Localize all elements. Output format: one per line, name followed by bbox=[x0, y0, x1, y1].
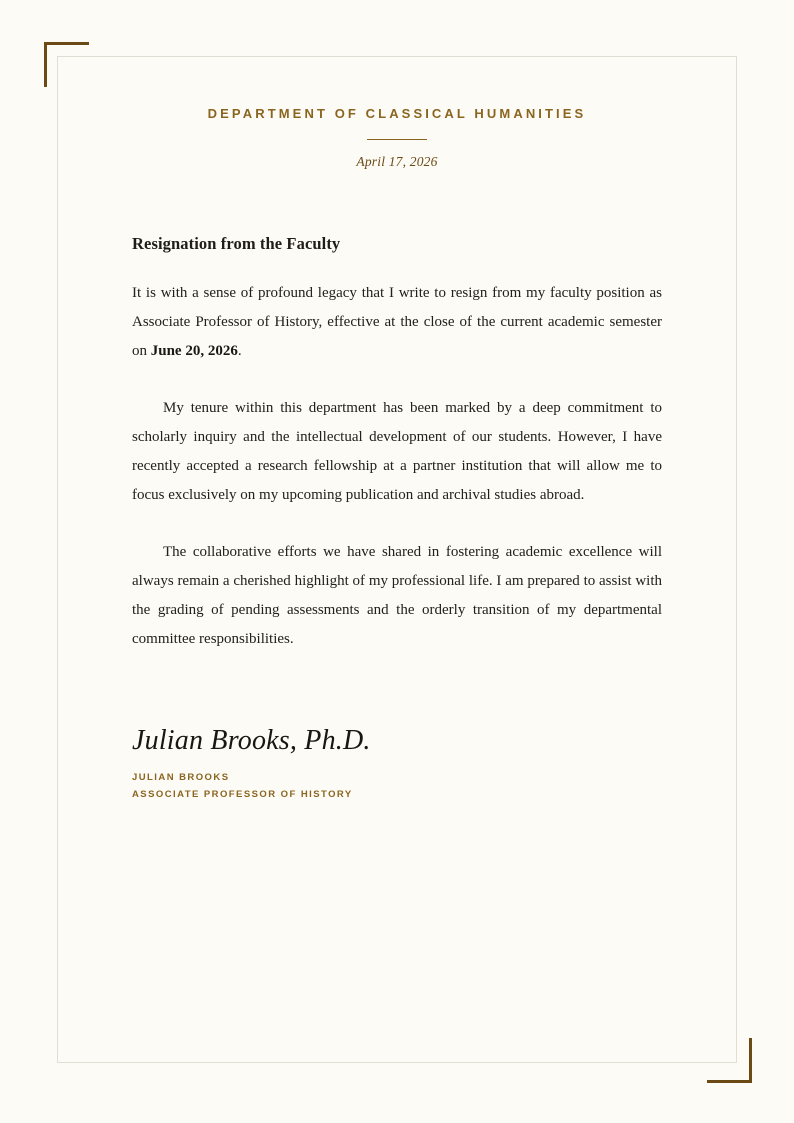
paragraph-first bbox=[132, 254, 662, 366]
signatory-title: ASSOCIATE PROFESSOR OF HISTORY bbox=[132, 789, 353, 801]
paragraph-first-text-after: . bbox=[237, 342, 242, 359]
letterhead-divider bbox=[367, 139, 427, 140]
letter-date: April 17, 2026 bbox=[356, 153, 438, 169]
department-title: DEPARTMENT OF CLASSICAL HUMANITIES bbox=[207, 106, 587, 121]
letterhead bbox=[132, 56, 662, 170]
paragraph-first-text-before: It is with a sense of profound legacy that I write to resign from my faculty position as Associate Professor of History, effective at the close of the current academic semester on bbox=[132, 284, 662, 359]
signature-script: Julian Brooks, Ph.D. bbox=[132, 724, 371, 756]
effective-date-emphasis: June 20, 2026 bbox=[150, 342, 238, 359]
letter-content bbox=[132, 56, 662, 800]
signatory-printed-name: JULIAN BROOKS bbox=[132, 772, 230, 784]
subject-heading: Resignation from the Faculty bbox=[132, 233, 341, 253]
paragraph-third: The collaborative efforts we have shared in fostering academic excellence will always remain a cherished highlight of my professional life. I am prepared to assist with the grading of pending assessments and the orderly transition of my departmental committee responsibilities. bbox=[132, 543, 662, 647]
signature-block bbox=[132, 654, 662, 801]
paragraph-second: My tenure within this department has been marked by a deep commitment to scholarly inquiry and the intellectual development of our students. However, I have recently accepted a research fellowship at a partner institution that will allow me to focus exclusively on my upcoming publication and archival studies abroad. bbox=[132, 399, 662, 503]
